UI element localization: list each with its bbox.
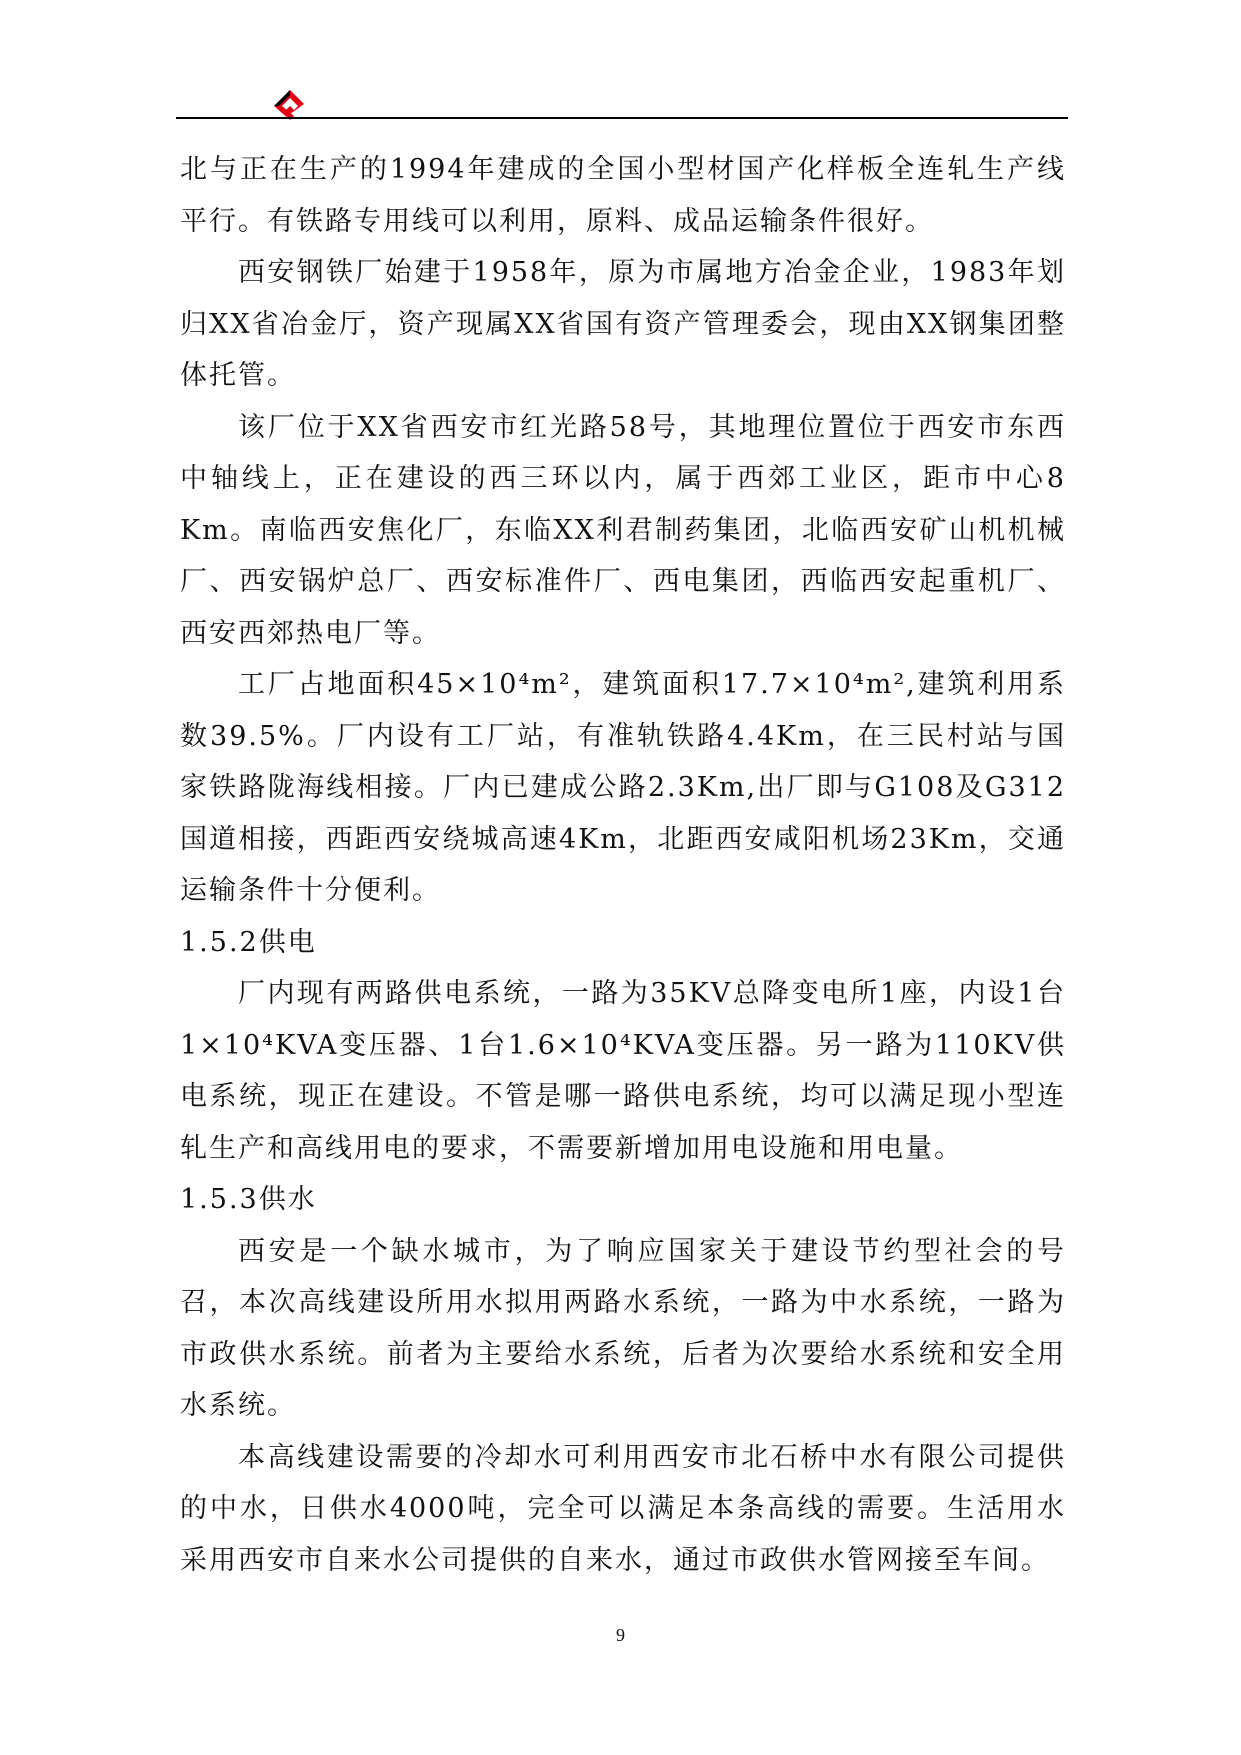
page-number: 9 <box>616 1625 625 1645</box>
section-heading-power: 1.5.2供电 <box>180 926 317 958</box>
paragraph-site-area: 工厂占地面积45×10⁴m²，建筑面积17.7×10⁴m²,建筑利用系数39.5%。厂内设有工厂站，有准轨铁路4.4Km，在三民村站与国家铁路陇海线相接。厂内已建成公路2.3Km,出厂即与G108及G312国道相接，西距西安绕城高速4Km，北距西安咸阳机场23Km，交通运输条件十分便利。 <box>180 669 1066 906</box>
document-body <box>180 144 1066 1586</box>
paragraph-water-supply: 本高线建设需要的冷却水可利用西安市北石桥中水有限公司提供的中水，日供水4000吨，完全可以满足本条高线的需要。生活用水采用西安市自来水公司提供的自来水，通过市政供水管网接至车间。 <box>180 1441 1066 1576</box>
header-rule <box>176 117 1068 119</box>
paragraph-power: 厂内现有两路供电系统，一路为35KV总降变电所1座，内设1台1×10⁴KVA变压器、1台1.6×10⁴KVA变压器。另一路为110KV供电系统，现正在建设。不管是哪一路供电系统，均可以满足现小型连轧生产和高线用电的要求，不需要新增加用电设施和用电量。 <box>180 978 1066 1164</box>
paragraph-location: 该厂位于XX省西安市红光路58号，其地理位置位于西安市东西中轴线上，正在建设的西三环以内，属于西郊工业区，距市中心8 Km。南临西安焦化厂，东临XX利君制药集团，北临西安矿山机机械厂、西安锅炉总厂、西安标准件厂、西电集团，西临西安起重机厂、西安西郊热电厂等。 <box>180 411 1066 649</box>
paragraph-history: 西安钢铁厂始建于1958年，原为市属地方冶金企业，1983年划归XX省冶金厅，资产现属XX省国有资产管理委会，现由XX钢集团整体托管。 <box>180 257 1066 391</box>
section-heading-water: 1.5.3供水 <box>180 1184 317 1215</box>
paragraph-water-systems: 西安是一个缺水城市，为了响应国家关于建设节约型社会的号召，本次高线建设所用水拟用两路水系统，一路为中水系统，一路为市政供水系统。前者为主要给水系统，后者为次要给水系统和安全用水系统。 <box>180 1235 1066 1421</box>
page-header <box>176 84 1068 124</box>
paragraph-continued: 北与正在生产的1994年建成的全国小型材国产化样板全连轧生产线平行。有铁路专用线可以利用，原料、成品运输条件很好。 <box>180 154 1066 237</box>
